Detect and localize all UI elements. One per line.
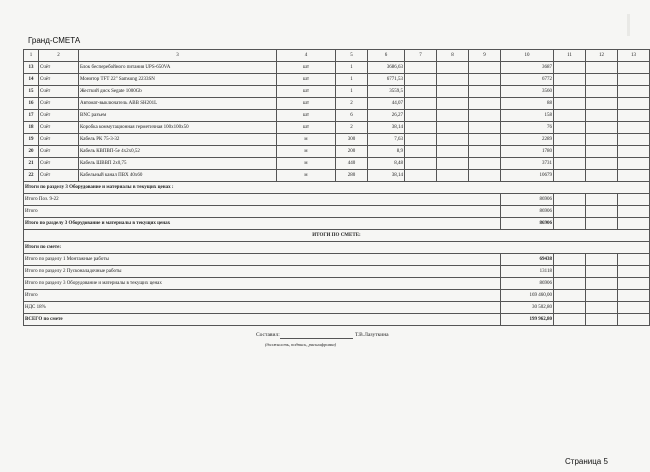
section-title-row (24, 182, 650, 194)
row-total: 3560 (501, 86, 554, 98)
row-quantity: 1 (336, 62, 368, 74)
summary-label: НДС 18% (24, 302, 501, 314)
signature-label: Составил: (256, 332, 280, 338)
table-cell (618, 158, 650, 170)
row-name: Блок бесперебойного питания UPS-650VA (79, 62, 277, 74)
row-price: 8,48 (368, 158, 405, 170)
summary-row (24, 278, 650, 290)
estimate-subheading: Итоги по смете: (24, 242, 650, 254)
table-cell (469, 98, 501, 110)
table-cell (469, 62, 501, 74)
table-cell (554, 110, 586, 122)
table-cell (618, 218, 650, 230)
row-quantity: 1 (336, 74, 368, 86)
row-total: 3687 (501, 62, 554, 74)
table-cell (586, 86, 618, 98)
row-total: 158 (501, 110, 554, 122)
table-row (24, 86, 650, 98)
row-quantity: 200 (336, 146, 368, 158)
column-number-row (24, 50, 650, 62)
table-cell (469, 170, 501, 182)
row-number: 13 (24, 62, 39, 74)
section-title: Итоги по разделу 3 Оборудование и материалы в текущих ценах : (24, 182, 650, 194)
summary-value: 13118 (501, 266, 554, 278)
column-number: 10 (501, 50, 554, 62)
row-source: Счёт (39, 62, 79, 74)
table-cell (405, 86, 437, 98)
table-cell (405, 122, 437, 134)
table-cell (437, 74, 469, 86)
table-cell (554, 266, 586, 278)
row-source: Счёт (39, 74, 79, 86)
table-cell (554, 146, 586, 158)
table-cell (554, 170, 586, 182)
column-number: 8 (437, 50, 469, 62)
summary-value: 199 962,80 (501, 314, 554, 326)
row-unit: шт (277, 98, 336, 110)
row-unit: шт (277, 122, 336, 134)
table-row (24, 74, 650, 86)
table-cell (437, 98, 469, 110)
page-number: Страница 5 (565, 457, 608, 466)
table-cell (586, 98, 618, 110)
row-name: Кабель ШВВП 2х0,75 (79, 158, 277, 170)
table-cell (554, 254, 586, 266)
table-row (24, 122, 650, 134)
summary-value: 86906 (501, 194, 554, 206)
table-cell (469, 74, 501, 86)
row-source: Счёт (39, 170, 79, 182)
row-name: Автомат-выключатель ABB SH201L (79, 98, 277, 110)
row-quantity: 440 (336, 158, 368, 170)
table-cell (586, 266, 618, 278)
table-cell (586, 74, 618, 86)
summary-value: 169 460,00 (501, 290, 554, 302)
column-number: 7 (405, 50, 437, 62)
row-price: 44,07 (368, 98, 405, 110)
column-number: 6 (368, 50, 405, 62)
summary-row (24, 206, 650, 218)
table-cell (405, 62, 437, 74)
table-cell (618, 314, 650, 326)
row-number: 14 (24, 74, 39, 86)
table-cell (618, 302, 650, 314)
table-cell (405, 146, 437, 158)
column-number: 1 (24, 50, 39, 62)
row-number: 15 (24, 86, 39, 98)
table-cell (554, 290, 586, 302)
summary-value: 69438 (501, 254, 554, 266)
row-name: Монитор TFT 22" Samsung 2233SN (79, 74, 277, 86)
table-cell (618, 86, 650, 98)
row-source: Счёт (39, 110, 79, 122)
table-cell (437, 110, 469, 122)
row-unit: м (277, 134, 336, 146)
table-cell (469, 158, 501, 170)
row-number: 17 (24, 110, 39, 122)
row-quantity: 280 (336, 170, 368, 182)
summary-label: Итого (24, 206, 501, 218)
row-name: Кабельный канал ПВХ 40х60 (79, 170, 277, 182)
row-price: 6771,53 (368, 74, 405, 86)
column-number: 4 (277, 50, 336, 62)
row-total: 88 (501, 98, 554, 110)
table-cell (586, 206, 618, 218)
table-cell (469, 134, 501, 146)
summary-row (24, 266, 650, 278)
summary-label: ВСЕГО по смете (24, 314, 501, 326)
row-price: 3559,5 (368, 86, 405, 98)
row-source: Счёт (39, 98, 79, 110)
row-source: Счёт (39, 146, 79, 158)
table-cell (437, 122, 469, 134)
row-price: 8,9 (368, 146, 405, 158)
header-title: Гранд-СМЕТА (28, 36, 81, 45)
row-total: 6772 (501, 74, 554, 86)
row-unit: шт (277, 110, 336, 122)
estimate-subheading-row (24, 242, 650, 254)
row-name: Коробка коммутационная герметичная 100х100х50 (79, 122, 277, 134)
summary-row (24, 218, 650, 230)
row-total: 10679 (501, 170, 554, 182)
summary-row (24, 254, 650, 266)
table-cell (405, 74, 437, 86)
table-cell (554, 314, 586, 326)
row-number: 19 (24, 134, 39, 146)
row-quantity: 2 (336, 98, 368, 110)
row-unit: м (277, 158, 336, 170)
row-quantity: 2 (336, 122, 368, 134)
summary-value: 86906 (501, 218, 554, 230)
column-number: 5 (336, 50, 368, 62)
row-unit: шт (277, 62, 336, 74)
row-name: Кабель КВПВП-5е 4х2х0,52 (79, 146, 277, 158)
row-name: Жесткий диск Segate 1000Gb (79, 86, 277, 98)
row-unit: м (277, 146, 336, 158)
table-cell (437, 158, 469, 170)
table-cell (469, 86, 501, 98)
table-cell (554, 62, 586, 74)
table-cell (405, 98, 437, 110)
row-number: 21 (24, 158, 39, 170)
table-cell (618, 194, 650, 206)
column-number: 13 (618, 50, 650, 62)
table-cell (618, 62, 650, 74)
row-source: Счёт (39, 86, 79, 98)
table-cell (405, 170, 437, 182)
row-price: 26,27 (368, 110, 405, 122)
table-cell (618, 290, 650, 302)
row-total: 76 (501, 122, 554, 134)
summary-row (24, 314, 650, 326)
table-cell (437, 170, 469, 182)
signature-line (280, 338, 353, 339)
summary-label: Итого по разделу 2 Пусконаладочные работы (24, 266, 501, 278)
table-cell (586, 62, 618, 74)
row-source: Счёт (39, 134, 79, 146)
table-cell (618, 134, 650, 146)
row-unit: шт (277, 74, 336, 86)
table-cell (618, 266, 650, 278)
table-cell (586, 290, 618, 302)
column-number: 2 (39, 50, 79, 62)
table-cell (554, 98, 586, 110)
table-cell (554, 122, 586, 134)
table-cell (554, 218, 586, 230)
table-cell (586, 278, 618, 290)
summary-label: Итого по разделу 1 Монтажные работы (24, 254, 501, 266)
row-unit: м (277, 170, 336, 182)
table-cell (586, 314, 618, 326)
table-cell (437, 86, 469, 98)
row-source: Счёт (39, 122, 79, 134)
table-cell (437, 62, 469, 74)
row-price: 7,63 (368, 134, 405, 146)
table-cell (469, 146, 501, 158)
table-cell (586, 122, 618, 134)
scan-mark (627, 14, 630, 36)
column-number: 9 (469, 50, 501, 62)
table-cell (586, 158, 618, 170)
summary-label: Итого (24, 290, 501, 302)
table-row (24, 98, 650, 110)
table-cell (554, 74, 586, 86)
estimate-table (23, 49, 650, 326)
row-quantity: 6 (336, 110, 368, 122)
estimate-heading-row (24, 230, 650, 242)
summary-label: Итого Поз. 9-22 (24, 194, 501, 206)
table-cell (554, 302, 586, 314)
table-row (24, 170, 650, 182)
summary-value: 86906 (501, 278, 554, 290)
table-cell (618, 278, 650, 290)
table-cell (554, 194, 586, 206)
table-row (24, 146, 650, 158)
table-cell (618, 122, 650, 134)
row-source: Счёт (39, 158, 79, 170)
table-cell (554, 278, 586, 290)
row-total: 1780 (501, 146, 554, 158)
summary-row (24, 290, 650, 302)
column-number: 3 (79, 50, 277, 62)
row-total: 3731 (501, 158, 554, 170)
table-cell (554, 134, 586, 146)
table-cell (586, 134, 618, 146)
table-cell (405, 134, 437, 146)
table-cell (469, 110, 501, 122)
table-cell (618, 146, 650, 158)
table-cell (586, 194, 618, 206)
table-cell (618, 74, 650, 86)
row-number: 22 (24, 170, 39, 182)
row-quantity: 1 (336, 86, 368, 98)
table-row (24, 158, 650, 170)
table-cell (554, 158, 586, 170)
table-cell (554, 206, 586, 218)
row-price: 38,14 (368, 170, 405, 182)
table-cell (586, 146, 618, 158)
table-cell (618, 98, 650, 110)
table-cell (618, 254, 650, 266)
summary-value: 86906 (501, 206, 554, 218)
row-total: 2289 (501, 134, 554, 146)
table-cell (586, 254, 618, 266)
table-cell (405, 110, 437, 122)
row-unit: шт (277, 86, 336, 98)
table-cell (618, 206, 650, 218)
table-cell (405, 158, 437, 170)
summary-row (24, 302, 650, 314)
estimate-heading: ИТОГИ ПО СМЕТЕ: (24, 230, 650, 242)
row-price: 3686,63 (368, 62, 405, 74)
signature-name: Т.В.Лазуткина (355, 332, 389, 338)
summary-row (24, 194, 650, 206)
signature-hint: (должность, подпись, расшифровка) (265, 342, 337, 347)
row-name: BNC разъем (79, 110, 277, 122)
table-cell (618, 110, 650, 122)
column-number: 11 (554, 50, 586, 62)
table-cell (554, 86, 586, 98)
table-row (24, 134, 650, 146)
table-cell (469, 122, 501, 134)
row-name: Кабель РК 75-3-32 (79, 134, 277, 146)
row-price: 38,14 (368, 122, 405, 134)
table-cell (586, 170, 618, 182)
summary-label: Итого по разделу 3 Оборудование и материалы в текущих ценах (24, 218, 501, 230)
row-quantity: 300 (336, 134, 368, 146)
table-cell (586, 302, 618, 314)
column-number: 12 (586, 50, 618, 62)
table-cell (437, 134, 469, 146)
table-cell (586, 110, 618, 122)
row-number: 18 (24, 122, 39, 134)
table-cell (586, 218, 618, 230)
row-number: 16 (24, 98, 39, 110)
table-cell (618, 170, 650, 182)
row-number: 20 (24, 146, 39, 158)
summary-value: 30 502,80 (501, 302, 554, 314)
summary-label: Итого по разделу 3 Оборудование и материалы в текущих ценах (24, 278, 501, 290)
table-row (24, 62, 650, 74)
table-row (24, 110, 650, 122)
table-cell (437, 146, 469, 158)
